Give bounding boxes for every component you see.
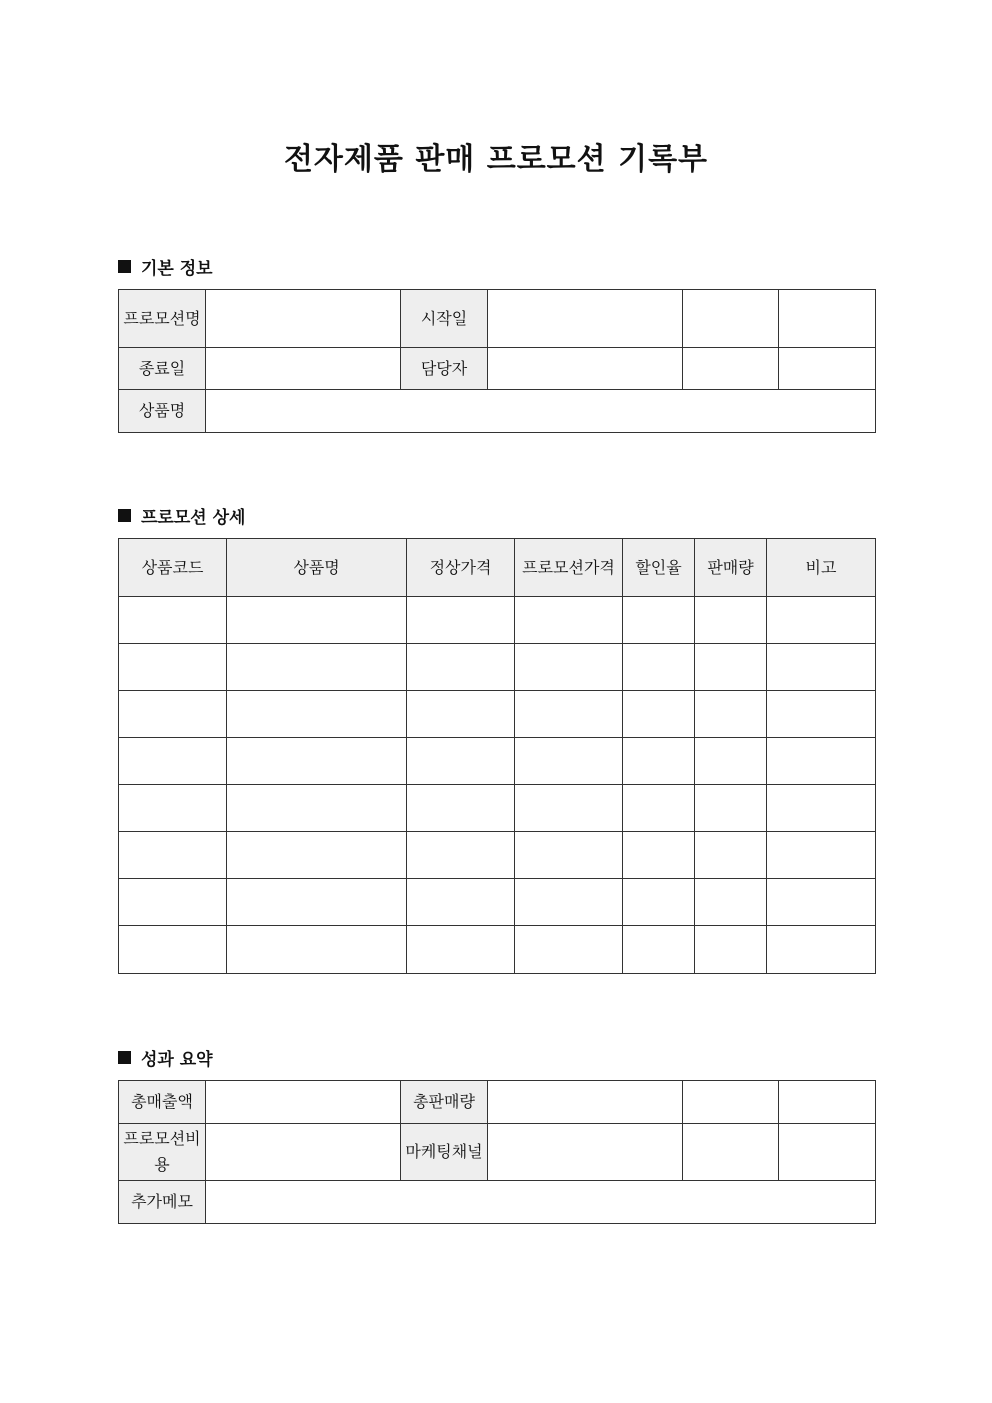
table-row [119, 738, 876, 785]
start-date-field[interactable] [488, 290, 683, 348]
table-cell[interactable] [515, 691, 623, 738]
table-cell[interactable] [623, 926, 695, 974]
table-cell[interactable] [695, 597, 767, 644]
table-cell[interactable] [767, 691, 876, 738]
table-cell[interactable] [515, 879, 623, 926]
table-cell[interactable] [695, 785, 767, 832]
promo-name-field[interactable] [206, 290, 401, 348]
table-cell[interactable] [695, 879, 767, 926]
table-cell[interactable] [227, 832, 407, 879]
table-cell[interactable] [407, 597, 515, 644]
column-header-product-code: 상품코드 [119, 539, 227, 597]
extra-field[interactable] [779, 348, 876, 390]
end-date-field[interactable] [206, 348, 401, 390]
table-cell[interactable] [623, 691, 695, 738]
table-cell[interactable] [515, 785, 623, 832]
table-cell[interactable] [227, 597, 407, 644]
total-sales-label: 총매출액 [119, 1081, 206, 1124]
table-cell[interactable] [515, 597, 623, 644]
document-title: 전자제품 판매 프로모션 기록부 [283, 142, 709, 177]
extra-field[interactable] [683, 348, 779, 390]
table-cell[interactable] [623, 597, 695, 644]
table-cell[interactable] [767, 832, 876, 879]
column-header-regular-price: 정상가격 [407, 539, 515, 597]
table-row [119, 597, 876, 644]
table-cell[interactable] [407, 644, 515, 691]
column-header-sales-volume: 판매량 [695, 539, 767, 597]
promo-cost-field[interactable] [206, 1124, 401, 1181]
table-cell[interactable] [623, 832, 695, 879]
column-header-promo-price: 프로모션가격 [515, 539, 623, 597]
extra-field[interactable] [779, 1124, 876, 1181]
summary-heading-text: 성과 요약 [141, 1050, 213, 1070]
table-cell[interactable] [695, 832, 767, 879]
table-row [119, 926, 876, 974]
table-cell[interactable] [407, 832, 515, 879]
table-cell[interactable] [623, 785, 695, 832]
table-cell[interactable] [227, 738, 407, 785]
table-cell[interactable] [767, 597, 876, 644]
total-volume-field[interactable] [488, 1081, 683, 1124]
promo-cost-label: 프로모션비용 [119, 1124, 206, 1181]
square-bullet-icon [118, 1051, 131, 1064]
memo-field[interactable] [206, 1181, 876, 1224]
table-cell[interactable] [767, 644, 876, 691]
extra-field[interactable] [779, 290, 876, 348]
table-row [119, 832, 876, 879]
table-cell[interactable] [695, 738, 767, 785]
table-cell[interactable] [767, 785, 876, 832]
table-cell[interactable] [119, 832, 227, 879]
table-cell[interactable] [695, 926, 767, 974]
basic-info-heading-text: 기본 정보 [141, 259, 213, 279]
table-cell[interactable] [407, 785, 515, 832]
table-cell[interactable] [407, 738, 515, 785]
extra-field[interactable] [683, 1124, 779, 1181]
table-cell[interactable] [119, 597, 227, 644]
table-cell[interactable] [119, 644, 227, 691]
table-cell[interactable] [119, 785, 227, 832]
table-cell[interactable] [119, 738, 227, 785]
table-cell[interactable] [227, 785, 407, 832]
table-cell[interactable] [767, 879, 876, 926]
table-cell[interactable] [227, 926, 407, 974]
table-cell[interactable] [767, 926, 876, 974]
manager-label: 담당자 [401, 348, 488, 390]
promo-detail-heading [118, 503, 245, 528]
table-cell[interactable] [515, 832, 623, 879]
extra-field[interactable] [683, 1081, 779, 1124]
table-cell[interactable] [515, 926, 623, 974]
memo-label: 추가메모 [119, 1181, 206, 1224]
table-cell[interactable] [407, 879, 515, 926]
marketing-channel-field[interactable] [488, 1124, 683, 1181]
table-cell[interactable] [695, 691, 767, 738]
product-name-label: 상품명 [119, 390, 206, 433]
table-cell[interactable] [515, 738, 623, 785]
table-row [119, 785, 876, 832]
table-cell[interactable] [695, 644, 767, 691]
manager-field[interactable] [488, 348, 683, 390]
table-cell[interactable] [623, 738, 695, 785]
square-bullet-icon [118, 509, 131, 522]
table-cell[interactable] [227, 691, 407, 738]
table-cell[interactable] [407, 926, 515, 974]
column-header-product-name: 상품명 [227, 539, 407, 597]
summary-table [118, 1080, 876, 1224]
column-header-discount-rate: 할인율 [623, 539, 695, 597]
marketing-channel-label: 마케팅채널 [401, 1124, 488, 1181]
table-cell[interactable] [119, 879, 227, 926]
square-bullet-icon [118, 260, 131, 273]
column-header-notes: 비고 [767, 539, 876, 597]
table-cell[interactable] [119, 691, 227, 738]
table-cell[interactable] [623, 644, 695, 691]
table-cell[interactable] [623, 879, 695, 926]
promo-detail-table [118, 538, 876, 974]
product-name-field[interactable] [206, 390, 876, 433]
basic-info-heading [118, 254, 213, 279]
promo-detail-heading-text: 프로모션 상세 [141, 508, 246, 528]
table-row [119, 644, 876, 691]
promo-name-label: 프로모션명 [119, 290, 206, 348]
table-cell[interactable] [227, 644, 407, 691]
table-cell[interactable] [407, 691, 515, 738]
total-volume-label: 총판매량 [401, 1081, 488, 1124]
table-row [119, 691, 876, 738]
total-sales-field[interactable] [206, 1081, 401, 1124]
table-cell[interactable] [119, 926, 227, 974]
extra-field[interactable] [779, 1081, 876, 1124]
basic-info-table [118, 289, 876, 433]
extra-field[interactable] [683, 290, 779, 348]
table-cell[interactable] [515, 644, 623, 691]
start-date-label: 시작일 [401, 290, 488, 348]
table-cell[interactable] [767, 738, 876, 785]
end-date-label: 종료일 [119, 348, 206, 390]
table-row [119, 879, 876, 926]
table-cell[interactable] [227, 879, 407, 926]
summary-heading [118, 1045, 213, 1070]
